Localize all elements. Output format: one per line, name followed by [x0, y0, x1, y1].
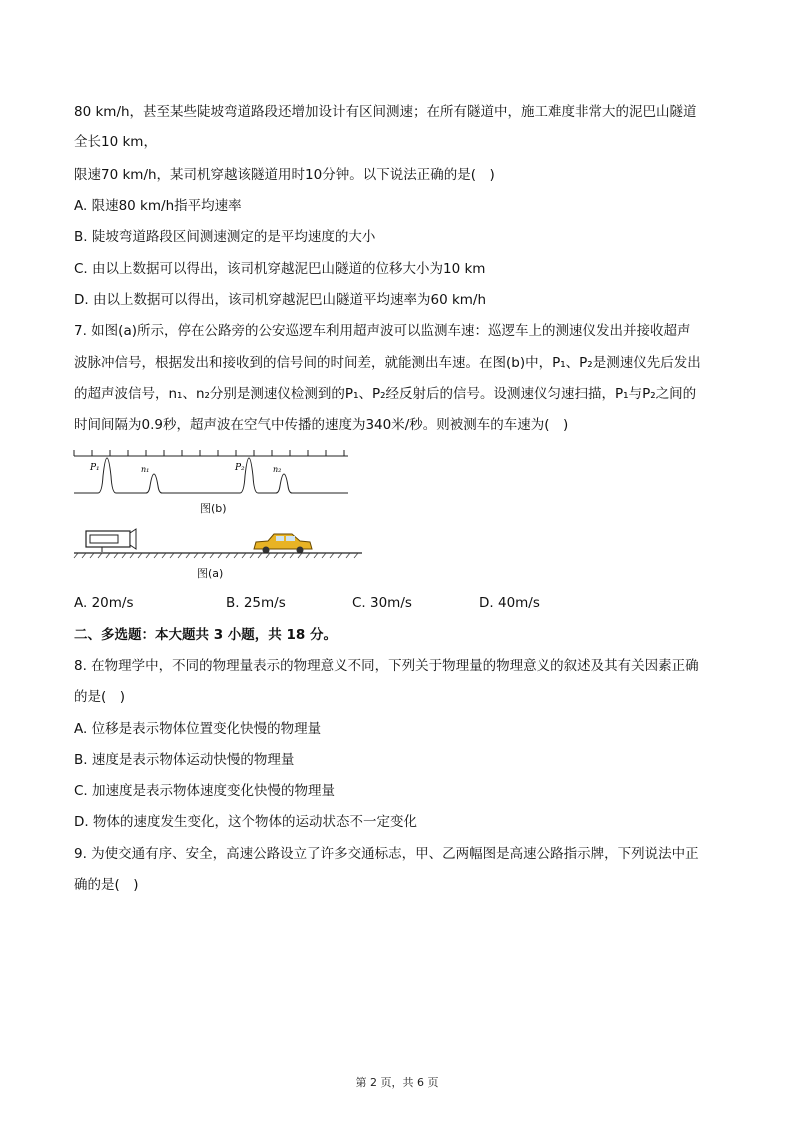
- q8-text-line-2: 的是( ): [74, 689, 126, 705]
- q8-option-d: D. 物体的速度发生变化，这个物体的运动状态不一定变化: [74, 814, 417, 830]
- figure-b-caption: 图(b): [200, 502, 227, 515]
- q7-option-c: C. 30m/s: [352, 595, 412, 611]
- q7-option-d: D. 40m/s: [479, 595, 540, 611]
- taxi-car: [254, 534, 312, 554]
- scale-ticks: [74, 450, 344, 456]
- page-footer: 第 2 页，共 6 页: [355, 1076, 439, 1089]
- q6-text-line-3: 限速70 km/h，某司机穿越该隧道用时10分钟。以下说法正确的是( ): [74, 167, 495, 183]
- patrol-speed-meter: [86, 529, 136, 552]
- q7-text-line-2: 波脉冲信号，根据发出和接收到的信号间的时间差，就能测出车速。在图(b)中，P₁、P₂是测速仪先后发出: [74, 355, 701, 371]
- q7-text-line-3: 的超声波信号，n₁、n₂分别是测速仪检测到的P₁、P₂经反射后的信号。设测速仪匀速扫描，P₁与P₂之间的: [74, 386, 697, 402]
- label-n1: n₁: [141, 465, 150, 474]
- q8-text-line-1: 8. 在物理学中，不同的物理量表示的物理意义不同，下列关于物理量的物理意义的叙述及其有关因素正确: [74, 658, 699, 674]
- signal-trace: [74, 458, 348, 493]
- q8-option-c: C. 加速度是表示物体速度变化快慢的物理量: [74, 783, 336, 799]
- q9-text-line-1: 9. 为使交通有序、安全，高速公路设立了许多交通标志，甲、乙两幅图是高速公路指示牌，下列说法中正: [74, 846, 699, 862]
- q6-text-line-2: 全长10 km，: [74, 134, 157, 150]
- label-p2: P₂: [235, 463, 245, 473]
- road-hatching: [74, 553, 358, 558]
- q9-text-line-2: 确的是( ): [74, 877, 139, 893]
- q8-option-b: B. 速度是表示物体运动快慢的物理量: [74, 752, 295, 768]
- q6-text-line-1: 80 km/h，甚至某些陡坡弯道路段还增加设计有区间测速；在所有隧道中，施工难度非常大的泥巴山隧道: [74, 104, 697, 120]
- q7-option-a: A. 20m/s: [74, 595, 134, 611]
- q6-option-b: B. 陡坡弯道路段区间测速测定的是平均速度的大小: [74, 229, 376, 245]
- figure-a-road-diagram: [72, 525, 368, 567]
- q6-option-a: A. 限速80 km/h指平均速率: [74, 198, 242, 214]
- label-p1: P₁: [90, 463, 100, 473]
- q7-option-b: B. 25m/s: [226, 595, 286, 611]
- q8-option-a: A. 位移是表示物体位置变化快慢的物理量: [74, 721, 322, 737]
- section-title-multiple-choice: 二、多选题：本大题共 3 小题，共 18 分。: [74, 627, 337, 643]
- q6-option-c: C. 由以上数据可以得出，该司机穿越泥巴山隧道的位移大小为10 km: [74, 261, 486, 277]
- figure-a-caption: 图(a): [197, 567, 224, 580]
- label-n2: n₂: [273, 465, 282, 474]
- q7-text-line-1: 7. 如图(a)所示，停在公路旁的公安巡逻车利用超声波可以监测车速：巡逻车上的测速仪发出并接收超声: [74, 323, 691, 339]
- q7-text-line-4: 时间间隔为0.9秒，超声波在空气中传播的速度为340米/秒。则被测车的车速为( ): [74, 417, 569, 433]
- q6-option-d: D. 由以上数据可以得出，该司机穿越泥巴山隧道平均速率为60 km/h: [74, 292, 487, 308]
